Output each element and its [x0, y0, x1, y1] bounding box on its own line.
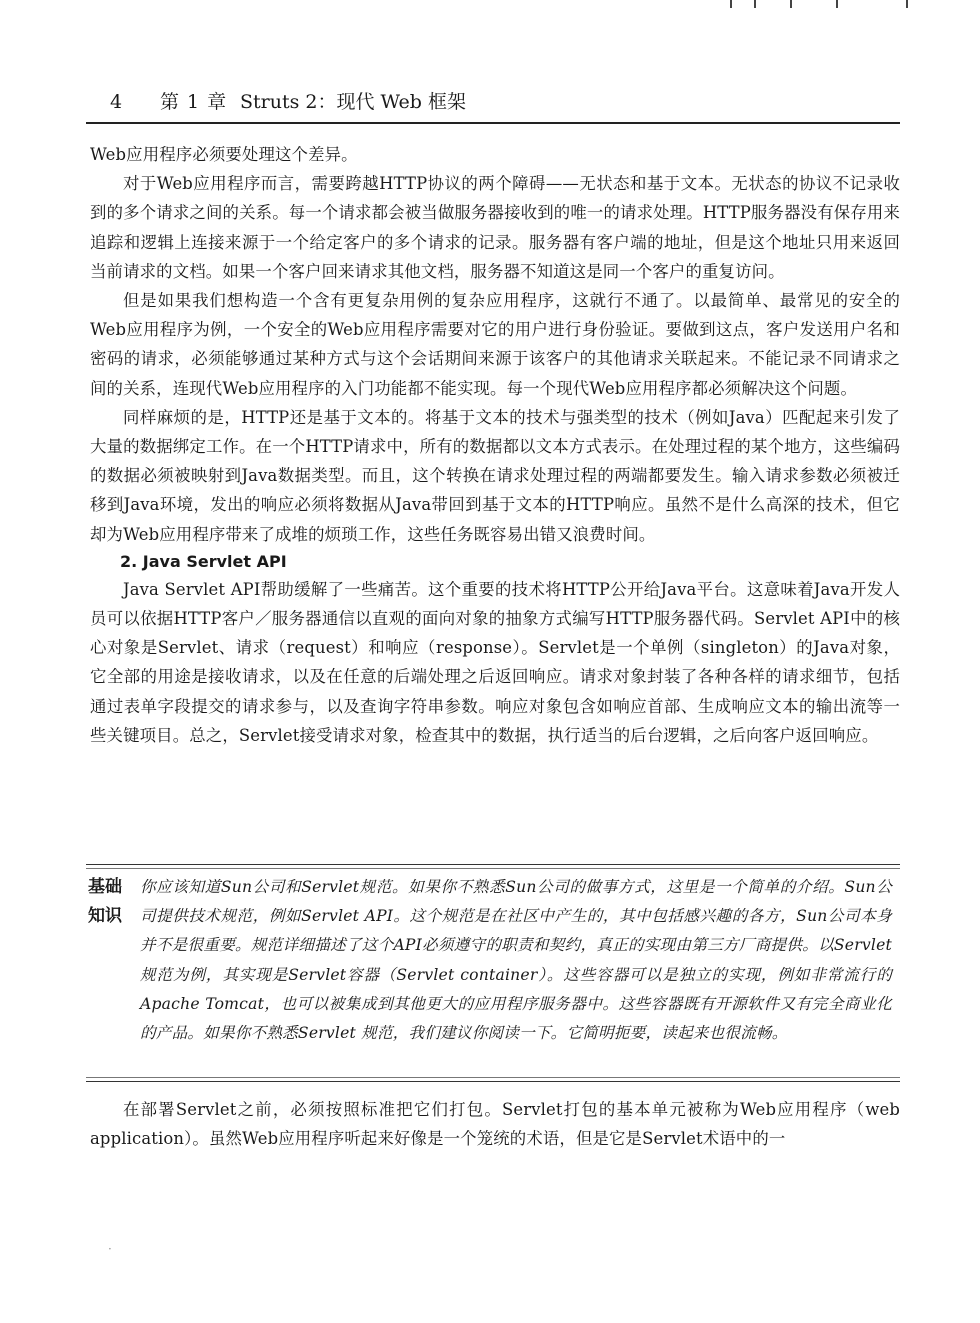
paragraph: 在部署Servlet之前，必须按照标准把它们打包。Servlet打包的基本单元被称为Web应用程序（web application）。虽然Web应用程序听起来好像是一个笼统的术语，但是它是Servlet术语中的一: [90, 1100, 900, 1149]
page-number: 4: [110, 91, 123, 113]
running-header: [86, 86, 900, 124]
paragraph: Web应用程序必须要处理这个差异。: [90, 145, 358, 164]
note-text: 你应该知道Sun公司和Servlet规范。如果你不熟悉Sun公司的做事方式，这里是一个简单的介绍。Sun公司提供技术规范，例如Servlet API。这个规范是在社区中产生的，其中包括感兴趣的各方，Sun公司本身并不是很重要。规范详细描述了这个API必须遵守的职责和契约，真正的实现由第三方厂商提供。以Servlet规范为例，其实现是Servlet容器（Servlet container）。这些容器可以是独立的实现，例如非常流行的Apache Tomcat，也可以被集成到其他更大的应用程序服务器中。这些容器既有开源软件又有完全商业化的产品。如果你不熟悉Servlet 规范，我们建议你阅读一下。它简明扼要，读起来也很流畅。: [140, 878, 892, 1043]
section-heading: 2. Java Servlet API: [120, 551, 287, 571]
note-label-line: 基础: [88, 877, 122, 897]
body-text: [90, 140, 900, 750]
paragraph: 同样麻烦的是，HTTP还是基于文本的。将基于文本的技术与强类型的技术（例如Java）匹配起来引发了大量的数据绑定工作。在一个HTTP请求中，所有的数据都以文本方式表示。在处理过程的某个地方，这些编码的数据必须被映射到Java数据类型。而且，这个转换在请求处理过程的两端都要发生。输入请求参数必须被迁移到Java环境，发出的响应必须将数据从Java带回到基于文本的HTTP响应。虽然不是什么高深的技术，但它却为Web应用程序带来了成堆的烦琐工作，这些任务既容易出错又浪费时间。: [90, 407, 900, 544]
paragraph: 但是如果我们想构造一个含有更复杂用例的复杂应用程序，这就行不通了。以最简单、最常见的安全的Web应用程序为例，一个安全的Web应用程序需要对它的用户进行身份验证。要做到这点，客户发送用户名和密码的请求，必须能够通过某种方式与这个会话期间来源于该客户的其他请求关联起来。不能记录不同请求之间的关系，连现代Web应用程序的入门功能都不能实现。每一个现代Web应用程序都必须解决这个问题。: [90, 291, 900, 398]
chapter-label: 第 1 章: [160, 91, 228, 113]
body-text-continued: [90, 1095, 900, 1153]
chapter-title: Struts 2：现代 Web 框架: [240, 91, 466, 113]
page-edge-mark: ·: [108, 1242, 112, 1256]
sidebar-note-box: [86, 864, 900, 1082]
paragraph: Java Servlet API帮助缓解了一些痛苦。这个重要的技术将HTTP公开给Java平台。这意味着Java开发人员可以依据HTTP客户／服务器通信以直观的面向对象的抽象方式编写HTTP服务器代码。Servlet API中的核心对象是Servlet、请求（request）和响应（response）。Servlet是一个单例（singleton）的Java对象，它全部的用途是接收请求，以及在任意的后端处理之后返回响应。请求对象封装了各种各样的请求细节，包括通过表单字段提交的请求参与，以及查询字符串参数。响应对象包含如响应首部、生成响应文本的输出流等一些关键项目。总之，Servlet接受请求对象，检查其中的数据，执行适当的后台逻辑，之后向客户返回响应。: [90, 579, 900, 745]
note-label: [88, 873, 136, 931]
note-label-line: 知识: [88, 906, 122, 926]
paragraph: 对于Web应用程序而言，需要跨越HTTP协议的两个障碍——无状态和基于文本。无状态的协议不记录收到的多个请求之间的关系。每一个请求都会被当做服务器接收到的唯一的请求处理。HTTP服务器没有保存用来追踪和逻辑上连接来源于一个给定客户的多个请求的记录。服务器有客户端的地址，但是这个地址只用来返回当前请求的文档。如果一个客户回来请求其他文档，服务器不知道这是同一个客户的重复访问。: [90, 174, 900, 281]
scan-marks: [720, 0, 980, 14]
